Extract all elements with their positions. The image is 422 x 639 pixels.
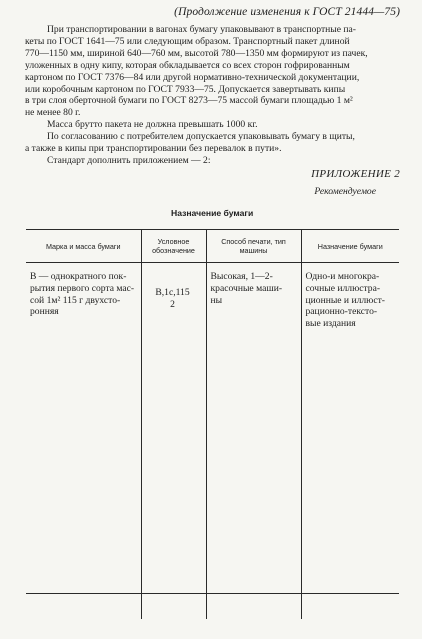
cell-line: красочные маши- (210, 282, 283, 294)
cell-line: вые издания (305, 318, 356, 330)
table-header-cell: Назначение бумаги (301, 230, 399, 263)
body-line: Стандарт дополнить приложением — 2: (47, 154, 211, 166)
body-line: не менее 80 г. (25, 107, 81, 119)
body-line: в три слоя оберточной бумаги по ГОСТ 8273—75 массой бумаги площадью 1 м² (25, 95, 353, 107)
table-title: Назначение бумаги (171, 208, 254, 218)
table-header-cell: Способ печати, тип машины (206, 230, 301, 263)
body-line: или коробочным картоном по ГОСТ 7933—75. Допускается завертывать кипы (25, 83, 346, 95)
appendix-subtitle: Рекомендуемое (314, 186, 376, 197)
cell-line: ны (210, 294, 223, 306)
body-text (25, 24, 400, 167)
body-line: При транспортировании в вагонах бумагу упаковывают в транспортные па- (47, 24, 356, 35)
cell-line: В — однократного пок- (30, 271, 127, 282)
purpose-table (26, 229, 399, 619)
table-cell-grade (26, 263, 141, 620)
table-row (26, 263, 399, 620)
table-cell-print-method (206, 263, 301, 620)
cell-line: В,1с,115 (155, 287, 190, 298)
cell-line: ционные и иллюст- (305, 294, 385, 306)
body-line: кеты по ГОСТ 1641—75 или следующим образом. Транспортный пакет длиной (25, 35, 350, 47)
page-header: (Продолжение изменения к ГОСТ 21444—75) (174, 6, 400, 18)
table-bottom-rule (26, 593, 399, 594)
body-line: уложенных в одну кипу, которая обкладывается со всех сторон гофрированным (25, 59, 350, 71)
cell-line: 2 (170, 298, 175, 310)
body-line: 770—1150 мм, шириной 640—760 мм, высотой 780—1350 мм формируют из пачек, (25, 47, 368, 59)
cell-line: рационно-тексто- (305, 306, 378, 318)
table-cell-purpose (301, 263, 399, 620)
cell-line: ронняя (30, 306, 59, 318)
appendix-title: ПРИЛОЖЕНИЕ 2 (311, 168, 400, 180)
cell-line: Одно-и многокра- (305, 271, 380, 282)
cell-line: сочные иллюстра- (305, 282, 381, 294)
table-cell-designation (141, 263, 206, 620)
body-line: а также в кипы при транспортировании без перевалок в пути». (25, 143, 282, 155)
cell-line: рытия первого сорта мас- (30, 282, 135, 294)
body-line: По согласованию с потребителем допускается упаковывать бумагу в щиты, (47, 131, 355, 143)
body-line: картоном по ГОСТ 7376—84 или другой нормативно-технической документации, (25, 71, 360, 83)
cell-line: сой 1м² 115 г двухсто- (30, 294, 121, 306)
table-header-cell: Марка и масса бумаги (26, 230, 141, 263)
table-header-row (26, 230, 399, 263)
cell-line: Высокая, 1—2- (210, 271, 273, 282)
body-line: Масса брутто пакета не должна превышать 1000 кг. (47, 119, 258, 131)
table-header-cell: Условное обозначение (141, 230, 206, 263)
